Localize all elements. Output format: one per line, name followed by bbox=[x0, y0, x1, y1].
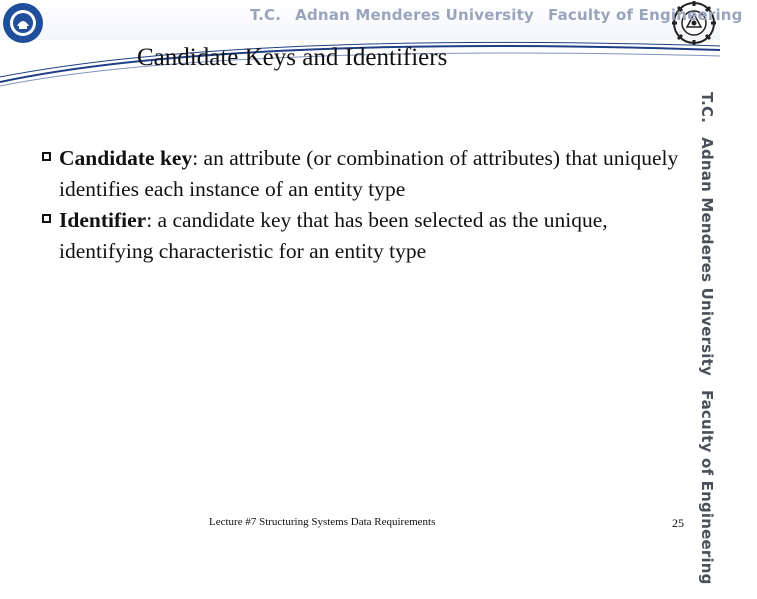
bullet-item bbox=[42, 205, 682, 267]
slide-title: Candidate Keys and Identifiers bbox=[137, 44, 448, 71]
side-banner bbox=[698, 92, 716, 599]
side-faculty: Faculty of Engineering bbox=[698, 390, 716, 585]
bullet-term: Candidate key bbox=[59, 146, 193, 170]
bullet-definition: : an attribute (or combination of attributes) that uniquely identifies each instance of an entity type bbox=[59, 146, 679, 201]
header-text bbox=[250, 6, 743, 24]
bullet-item bbox=[42, 143, 682, 205]
footer-lecture: Lecture #7 Structuring Systems Data Requirements bbox=[209, 516, 436, 528]
header-university: Adnan Menderes University bbox=[295, 6, 534, 24]
square-bullet-icon bbox=[42, 214, 51, 223]
header-tc: T.C. bbox=[250, 6, 282, 24]
header-faculty: Faculty of Engineering bbox=[548, 6, 743, 24]
side-university: Adnan Menderes University bbox=[698, 137, 716, 376]
bullet-definition: : a candidate key that has been selected as the unique, identifying characteristic for an entity type bbox=[59, 208, 608, 263]
page-number: 25 bbox=[672, 516, 684, 530]
bullet-term: Identifier bbox=[59, 208, 147, 232]
square-bullet-icon bbox=[42, 152, 51, 161]
side-tc: T.C. bbox=[698, 92, 716, 124]
bullet-list bbox=[42, 143, 682, 267]
